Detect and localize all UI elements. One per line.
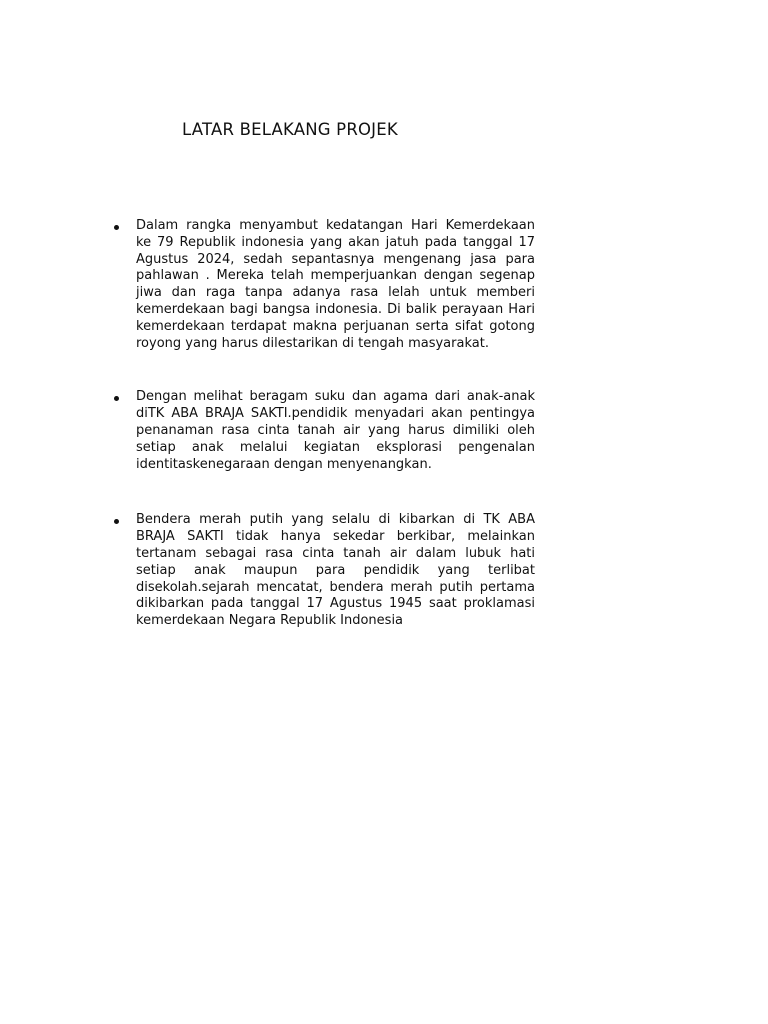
bullet-paragraph-3: Bendera merah putih yang selalu di kibarkan di TK ABA BRAJA SAKTI tidak hanya sekedar berkibar, melainkan tertanam sebagai rasa cinta tanah air dalam lubuk hati setiap anak maupun para pendidik yang terlibat disekolah.sejarah mencatat, bendera merah putih pertama dikibarkan pada tanggal 17 Agustus 1945 saat proklamasi kemerdekaan Negara Republik Indonesia — [136, 512, 535, 629]
background-bullet-list — [105, 218, 535, 667]
bullet-dot-icon — [114, 519, 119, 524]
bullet-dot-icon — [114, 396, 119, 401]
bullet-paragraph-2: Dengan melihat beragam suku dan agama dari anak-anak diTK ABA BRAJA SAKTI.pendidik menyadari akan pentingya penanaman rasa cinta tanah air yang harus dimiliki oleh setiap anak melalui kegiatan eksplorasi pengenalan identitaskenegaraan dengan menyenangkan. — [136, 389, 535, 472]
bullet-item-2 — [105, 389, 535, 473]
bullet-paragraph-1: Dalam rangka menyambut kedatangan Hari Kemerdekaan ke 79 Republik indonesia yang akan jatuh pada tanggal 17 Agustus 2024, sedah sepantasnya mengenang jasa para pahlawan . Mereka telah memperjuankan dengan segenap jiwa dan raga tanpa adanya rasa lelah untuk memberi kemerdekaan bagi bangsa indonesia. Di balik perayaan Hari kemerdekaan terdapat makna perjuanan serta sifat gotong royong yang harus dilestarikan di tengah masyarakat. — [136, 218, 535, 351]
bullet-item-1 — [105, 218, 535, 352]
bullet-item-3 — [105, 512, 535, 630]
bullet-dot-icon — [114, 225, 119, 230]
document-title: LATAR BELAKANG PROJEK — [182, 120, 398, 139]
